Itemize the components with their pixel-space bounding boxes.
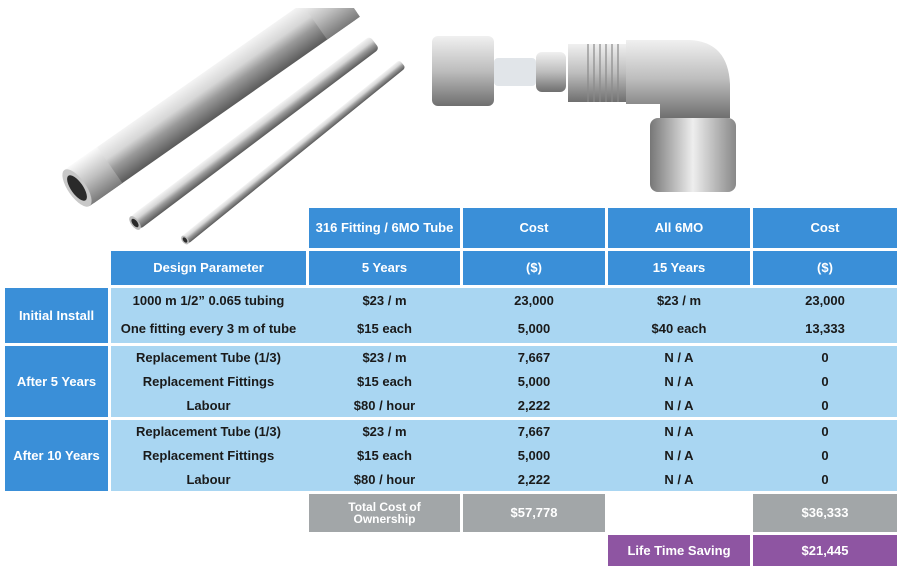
cost-5yr-cell: 5,000 (517, 320, 551, 336)
cost-15yr-cell: 0 (821, 472, 829, 487)
cost-5yr-cell: 5,000 (517, 374, 551, 389)
param-cell: One fitting every 3 m of tube (120, 320, 297, 336)
group-label-after-10-years: After 10 Years (5, 420, 108, 491)
life-time-saving-value: $21,445 (753, 535, 897, 566)
rate-15yr-cell: $40 each (651, 320, 707, 336)
rate-15yr-cell: N / A (664, 374, 694, 389)
rate-5yr-cell: $23 / m (362, 292, 407, 308)
param-cell: Labour (186, 398, 231, 413)
header-dollar-15yr: ($) (753, 251, 897, 285)
param-cell: Replacement Fittings (142, 374, 275, 389)
header-316-fitting: 316 Fitting / 6MO Tube (309, 208, 460, 248)
cost-15yr-cell: 0 (821, 350, 829, 365)
total-cost-5yr: $57,778 (463, 494, 605, 532)
cost-15yr-cell: 0 (821, 424, 829, 439)
rate-15yr-cell: N / A (664, 448, 694, 463)
rate-15yr-cell: N / A (664, 424, 694, 439)
rate-5yr-cell: $15 each (357, 374, 412, 389)
header-15-years: 15 Years (608, 251, 750, 285)
rate-15yr-cell: $23 / m (656, 292, 702, 308)
elbow-fitting-image (428, 22, 748, 202)
rate-5yr-cell: $80 / hour (353, 398, 416, 413)
header-5-years: 5 Years (309, 251, 460, 285)
group-label-initial-install: Initial Install (5, 288, 108, 343)
header-design-parameter: Design Parameter (111, 251, 306, 285)
header-cost-15yr: Cost (753, 208, 897, 248)
group-label-after-5-years: After 5 Years (5, 346, 108, 417)
cost-15yr-cell: 0 (821, 398, 829, 413)
param-cell: Labour (186, 472, 231, 487)
rate-5yr-cell: $15 each (357, 448, 412, 463)
param-cell: 1000 m 1/2” 0.065 tubing (132, 292, 285, 308)
header-dollar-5yr: ($) (463, 251, 605, 285)
header-cost-5yr: Cost (463, 208, 605, 248)
rate-5yr-cell: $23 / m (362, 424, 407, 439)
rate-5yr-cell: $23 / m (362, 350, 407, 365)
total-cost-label: Total Cost of Ownership (309, 494, 460, 532)
param-cell: Replacement Fittings (142, 448, 275, 463)
total-cost-15yr: $36,333 (753, 494, 897, 532)
cost-5yr-cell: 2,222 (517, 398, 551, 413)
header-all-6mo: All 6MO (608, 208, 750, 248)
cost-5yr-cell: 7,667 (517, 424, 551, 439)
cost-5yr-cell: 7,667 (517, 350, 551, 365)
rate-5yr-cell: $80 / hour (353, 472, 416, 487)
cost-15yr-cell: 23,000 (805, 292, 845, 308)
cost-15yr-cell: 13,333 (805, 320, 845, 336)
rate-5yr-cell: $15 each (357, 320, 412, 336)
cost-15yr-cell: 0 (821, 374, 829, 389)
cost-5yr-cell: 23,000 (514, 292, 554, 308)
cost-5yr-cell: 2,222 (517, 472, 551, 487)
rate-15yr-cell: N / A (664, 472, 694, 487)
rate-15yr-cell: N / A (664, 398, 694, 413)
rate-15yr-cell: N / A (664, 350, 694, 365)
life-time-saving-label: Life Time Saving (608, 535, 750, 566)
param-cell: Replacement Tube (1/3) (136, 424, 281, 439)
cost-5yr-cell: 5,000 (517, 448, 551, 463)
param-cell: Replacement Tube (1/3) (136, 350, 281, 365)
cost-15yr-cell: 0 (821, 448, 829, 463)
